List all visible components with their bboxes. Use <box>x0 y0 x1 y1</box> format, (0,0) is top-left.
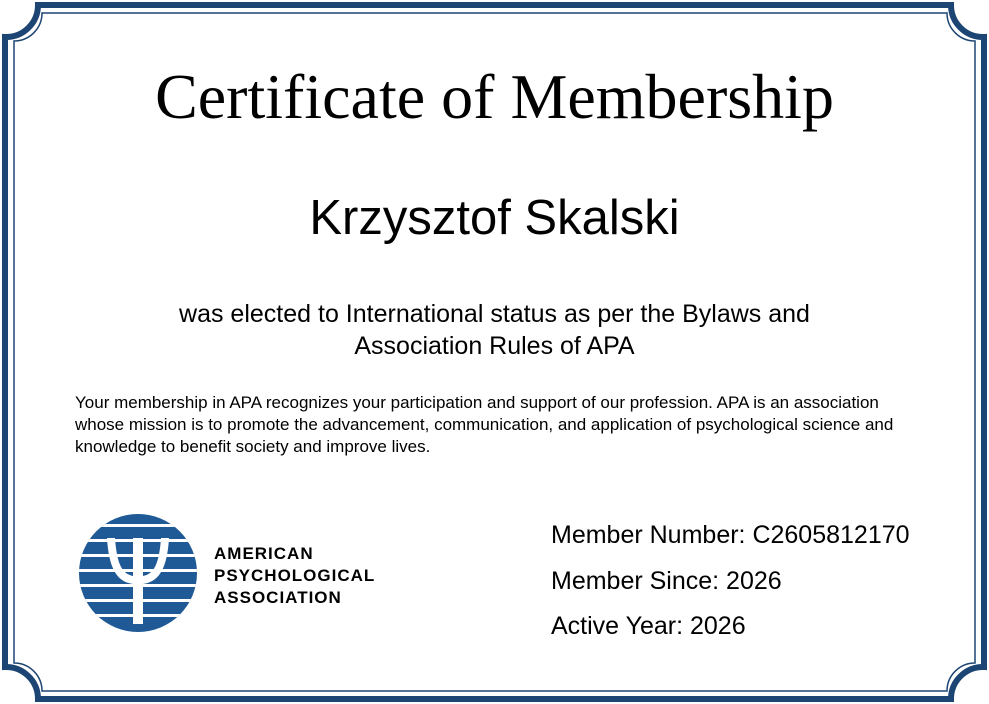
org-name-line-3: ASSOCIATION <box>214 588 342 607</box>
membership-details <box>551 513 910 650</box>
organization-name <box>214 543 375 609</box>
member-number: Member Number: C2605812170 <box>551 521 910 549</box>
active-year: Active Year: 2026 <box>551 612 746 640</box>
elected-statement <box>0 298 989 362</box>
certificate-title: Certificate of Membership <box>155 61 834 132</box>
mission-statement: Your membership in APA recognizes your participation and support of our profession. APA is an association whose mission is to promote the advancement, communication, and application of psychological science and knowledge to benefit society and improve lives. <box>75 393 894 456</box>
elected-line-1: was elected to International status as per the Bylaws and <box>179 300 810 328</box>
apa-logo-icon <box>79 514 197 632</box>
member-since: Member Since: 2026 <box>551 566 782 595</box>
elected-line-2: Association Rules of APA <box>354 332 635 360</box>
org-name-line-2: PSYCHOLOGICAL <box>214 566 376 585</box>
member-name: Krzysztof Skalski <box>309 191 680 245</box>
org-name-line-1: AMERICAN <box>214 544 314 563</box>
